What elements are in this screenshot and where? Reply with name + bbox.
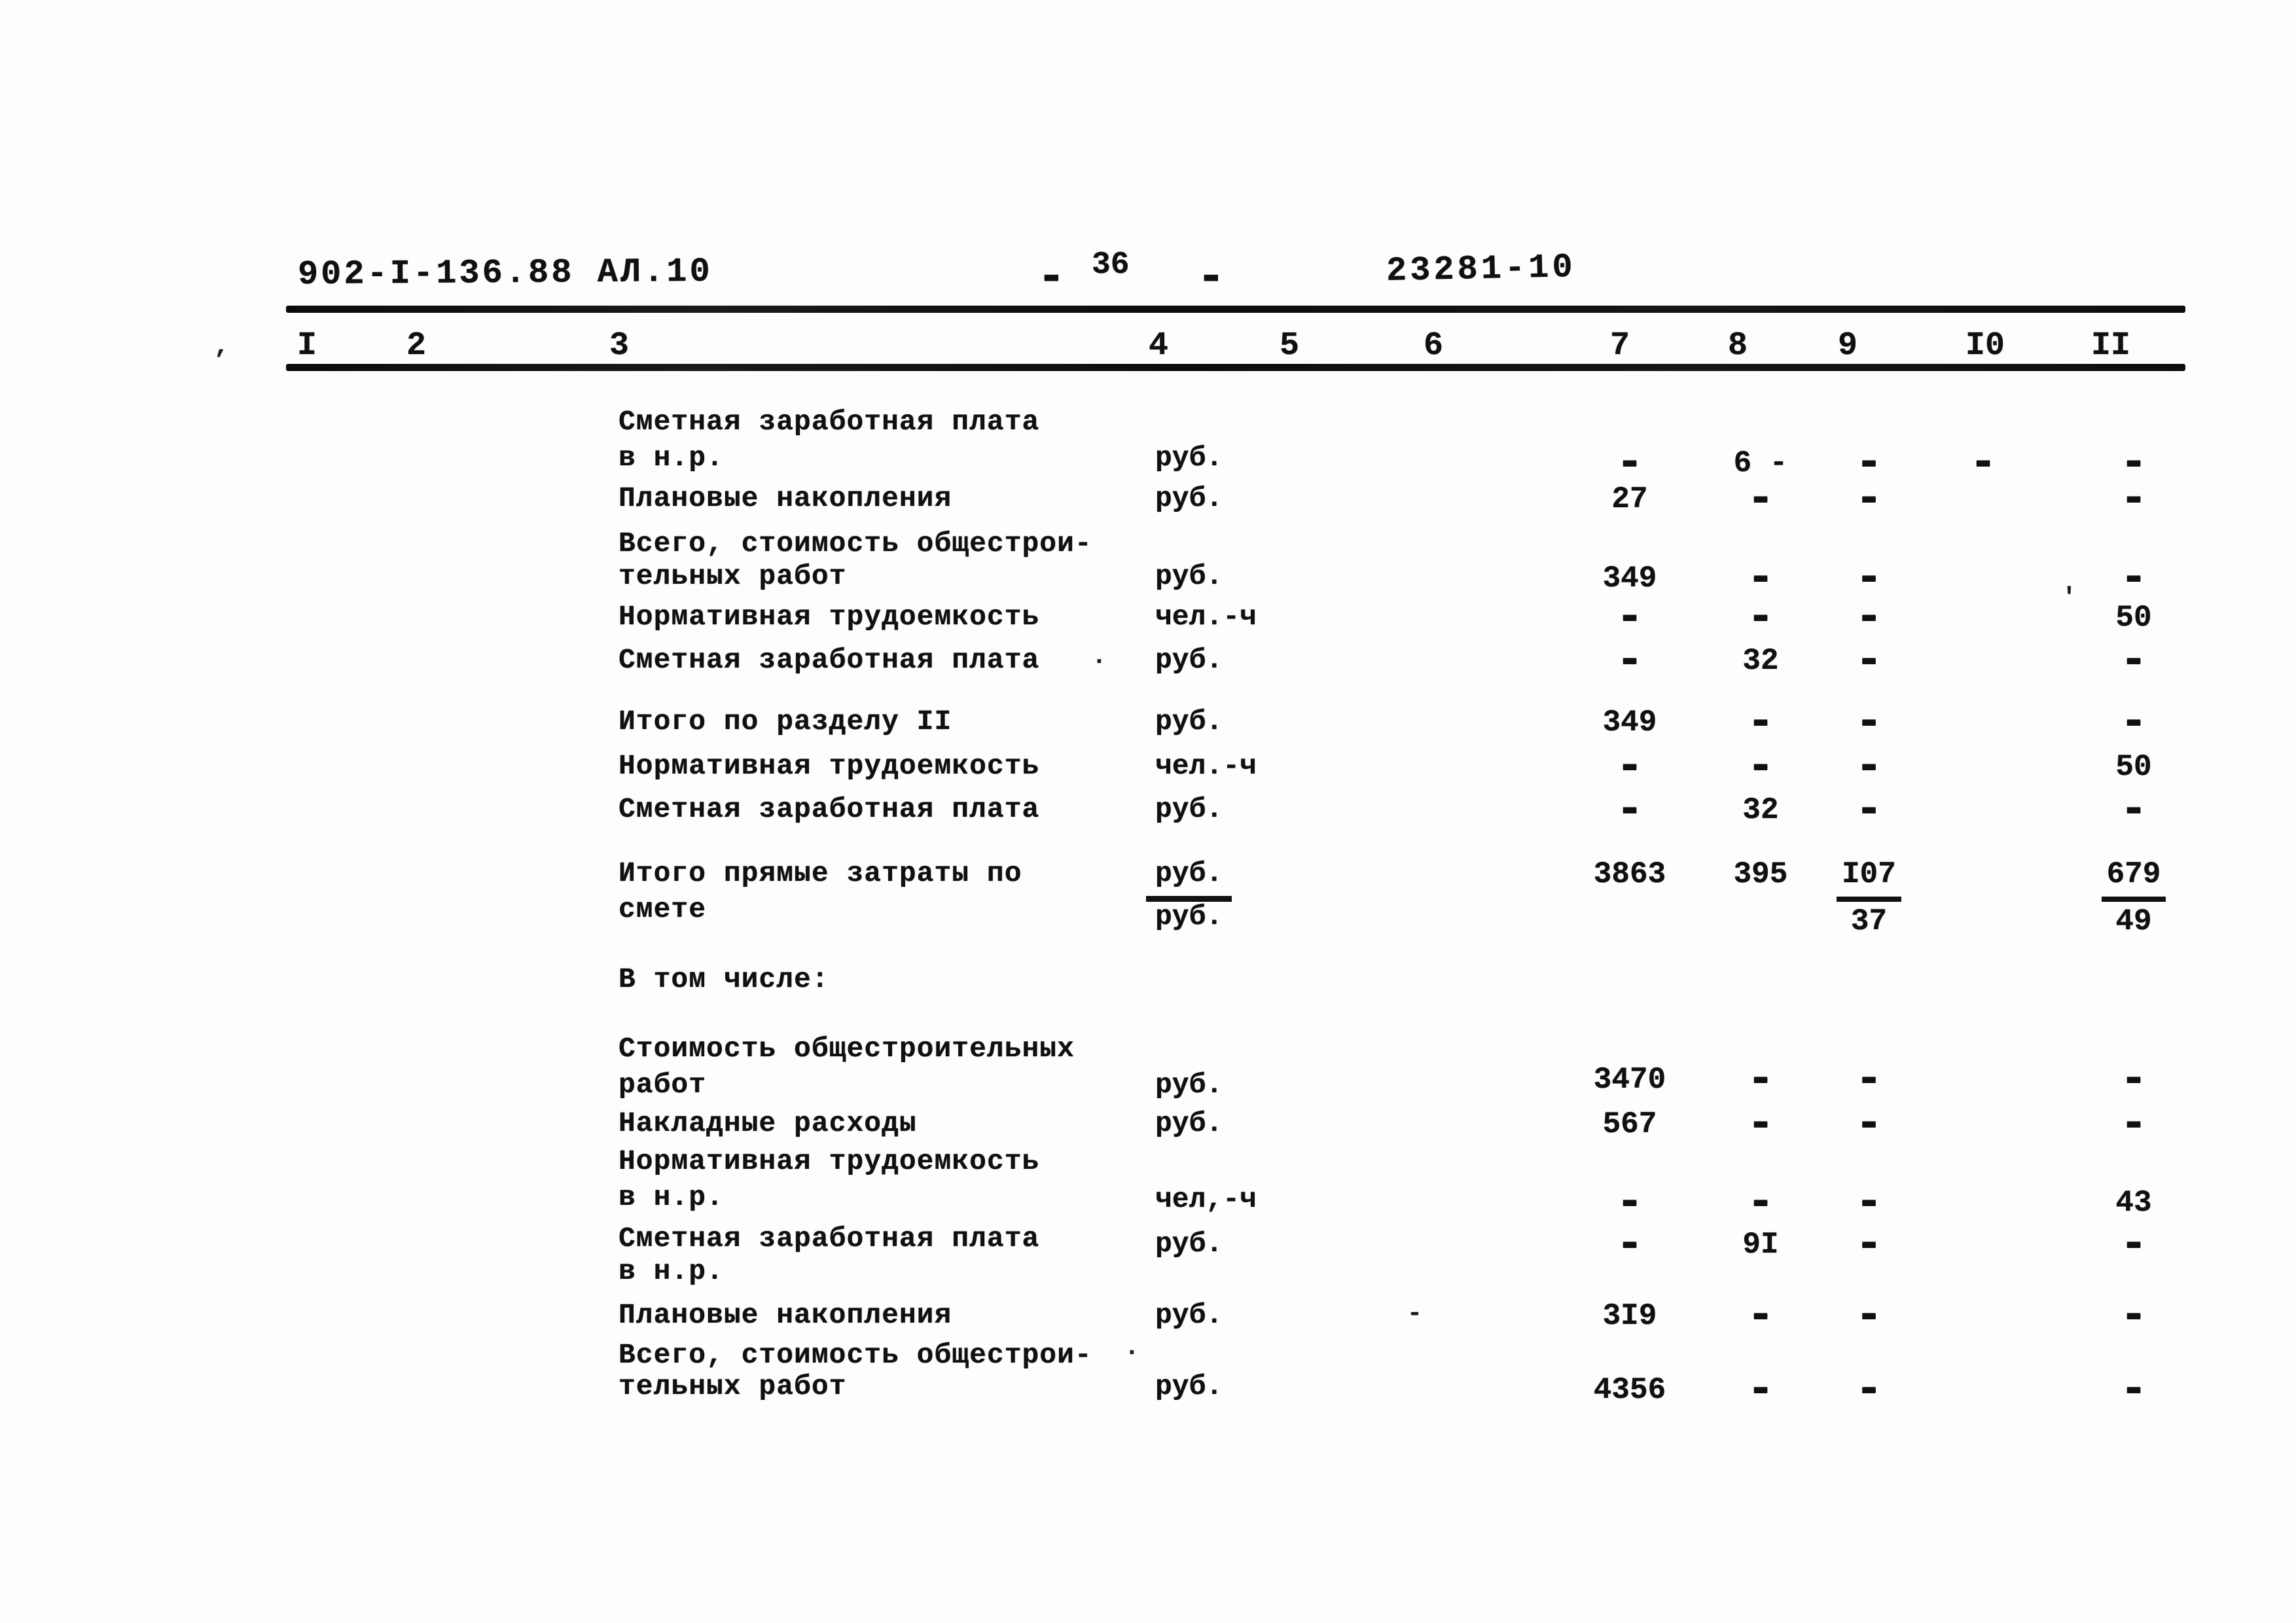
value-text: 50 [2115,601,2152,635]
value-text: – [1751,750,1770,784]
value-c10 [1928,446,2039,480]
value-c7 [1558,857,1702,891]
value-c8 [1702,1186,1820,1220]
value-text: – [1859,1186,1878,1220]
row-label-line1: Стоимость общестроительных [619,1033,1075,1065]
scan-speck: · [1124,1339,1139,1367]
row-label-line2: тельных работ [619,1370,847,1402]
unit-label: руб. [1155,793,1223,825]
value-text: – [1621,750,1639,784]
value-c9 [1812,482,1926,516]
value-text: – [1621,1228,1639,1262]
value-text: – [2125,1228,2143,1262]
unit-cell [1155,482,1223,514]
scan-speck: ‚ [213,332,228,361]
value-c7 [1558,1373,1702,1407]
value-c11 [2072,705,2196,740]
unit-cell [1155,1299,1223,1331]
value-c8 [1702,750,1820,784]
unit-label: чел,-ч [1155,1183,1257,1215]
value-text: 395 [1733,857,1788,891]
value-c11 [2072,1107,2196,1141]
value-c9 [1812,705,1926,740]
value-text: – [1621,793,1639,827]
column-header-7: 7 [1609,327,1630,365]
value-text: – [1859,1373,1878,1407]
row-label-line2: смете [619,893,707,925]
value-text: – [1859,1299,1878,1333]
value-c8 [1702,793,1820,827]
value-c8 [1702,446,1820,480]
value-text: – [1751,601,1770,635]
value-text: – [1621,601,1639,635]
scan-speck: ' [2062,584,2077,612]
value-text: 3470 [1593,1063,1666,1097]
value-c7 [1558,750,1702,784]
value-c7 [1558,705,1702,740]
unit-cell [1155,601,1257,633]
value-text: 3I9 [1602,1299,1657,1333]
value-text: 3863 [1593,857,1666,891]
value-c11 [2072,793,2196,827]
value-text: – [1859,750,1878,784]
value-c11 [2072,1063,2196,1097]
value-text: 32 [1742,793,1779,827]
value-text: – [1859,644,1878,678]
unit-cell [1155,857,1232,889]
row-label-line2: в н.р. [619,1181,724,1213]
value-c9 [1812,1186,1926,1220]
unit-cell [1155,793,1223,825]
value-text: – [1751,1063,1770,1097]
unit-label: руб. [1155,1069,1223,1101]
unit-cell [1155,1107,1223,1139]
value-text: 6 - [1733,446,1788,480]
value-c11 [2072,1186,2196,1220]
row-label-line1: Итого прямые затраты по [619,857,1022,889]
value-c8 [1702,1107,1820,1141]
value-c9 [1812,793,1926,827]
value-c9 [1812,857,1926,891]
value-text: 50 [2115,750,2152,784]
value-c7 [1558,1107,1702,1141]
value-text: – [1621,644,1639,678]
value-text: 349 [1602,562,1657,596]
value-c11 [2072,750,2196,784]
value-text: – [1859,601,1878,635]
value-text: – [1974,446,1992,480]
value-c8 [1702,644,1820,678]
value-c7 [1558,562,1702,596]
value-c7 [1558,1186,1702,1220]
value-text: – [2125,482,2143,516]
value-text: – [1859,1107,1878,1141]
row-label-line1: Нормативная трудоемкость [619,601,1040,633]
row-label-line1: Накладные расходы [619,1107,917,1139]
value-text: – [1751,705,1770,740]
row-label-line1: Всего, стоимость общестрои- [619,1339,1092,1371]
value-text: – [2125,644,2143,678]
value-c8 [1702,1228,1820,1262]
row-label-line1: Плановые накопления [619,482,952,514]
row-label-line2: в н.р. [619,1255,724,1287]
unit-label: руб. [1155,1107,1223,1139]
row-label-line2: в н.р. [619,442,724,474]
unit-label: руб. [1146,857,1232,902]
value-text: – [2125,1373,2143,1407]
value-text: – [1859,562,1878,596]
value-c7 [1558,1063,1702,1097]
column-header-2: 2 [406,327,426,365]
value-text: 679 [2102,857,2166,902]
value-c8 [1702,1063,1820,1097]
value-c9 [1812,446,1926,480]
document-stamp-number: 23281-10 [1386,247,1577,291]
column-header-11: II [2090,327,2130,365]
value-text: – [2125,562,2143,596]
column-header-1: I [296,327,317,365]
value-c11 [2072,601,2196,635]
page-number-dash-right: – [1202,260,1221,296]
value-c7 [1558,1228,1702,1262]
value-text: – [1621,446,1639,480]
unit-cell [1155,442,1223,474]
value-c11 [2072,644,2196,678]
value-c8 [1702,1299,1820,1333]
row-label-line1: Нормативная трудоемкость [619,750,1040,782]
value-text: – [2125,1299,2143,1333]
value-c11 [2072,482,2196,516]
value-c8 [1702,482,1820,516]
value-c9 [1812,644,1926,678]
value-c11 [2072,446,2196,480]
value-text: – [1751,562,1770,596]
value-text: – [1751,1186,1770,1220]
unit-label: руб. [1155,1299,1223,1331]
value-c9 [1812,562,1926,596]
unit-label: руб. [1155,1228,1223,1260]
unit-label: руб. [1155,705,1223,738]
value-text: – [1751,1107,1770,1141]
column-header-4: 4 [1148,327,1168,365]
value-c9 [1812,601,1926,635]
value-c11 [2072,1299,2196,1333]
value-c8 [1702,705,1820,740]
value-text: – [2125,446,2143,480]
column-header-3: 3 [609,327,629,365]
value-c7 [1558,601,1702,635]
row-label-line1: Сметная заработная плата [619,793,1040,825]
unit-cell [1155,560,1223,592]
document-code: 902-I-136.88 АЛ.10 [297,252,713,294]
value-text: – [1621,1186,1639,1220]
row-label-line2: тельных работ [619,560,847,592]
value-text: – [1859,793,1878,827]
row-label-line1: Сметная заработная плата [619,406,1040,438]
scan-speck: · [1092,648,1107,676]
unit-cell [1155,705,1223,738]
value-c7 [1558,644,1702,678]
value-text: I07 [1837,857,1901,902]
value-c9-line2: 37 [1850,904,1888,938]
unit-label: руб. [1155,644,1223,676]
value-text: – [1751,1373,1770,1407]
unit-label-line2: руб. [1155,901,1223,933]
value-c8 [1702,857,1820,891]
value-text: – [1859,1063,1878,1097]
unit-label: руб. [1155,442,1223,474]
value-c9 [1812,1299,1926,1333]
table-header-rule [286,364,2185,371]
value-c11 [2072,562,2196,596]
unit-cell [1155,1228,1223,1260]
value-text: 27 [1611,482,1648,516]
column-header-5: 5 [1279,327,1299,365]
value-c9 [1812,1063,1926,1097]
value-text: 43 [2115,1186,2152,1220]
row-label-line1: Сметная заработная плата [619,1222,1040,1255]
value-c11-line2: 49 [2115,904,2152,938]
value-c8 [1702,562,1820,596]
row-label-line1: Всего, стоимость общестрои- [619,527,1092,560]
value-c11 [2072,857,2196,891]
value-text: – [2125,1063,2143,1097]
value-c9 [1812,1228,1926,1262]
value-text: – [1859,446,1878,480]
value-text: – [1859,482,1878,516]
page-number-dash-left: – [1042,260,1061,296]
scan-speck: - [1407,1300,1422,1328]
value-text: 32 [1742,644,1779,678]
value-c7 [1558,793,1702,827]
column-header-10: I0 [1965,327,2005,365]
row-label-line2: работ [619,1069,707,1101]
value-text: – [2125,793,2143,827]
unit-cell [1155,1069,1223,1101]
value-c8 [1702,601,1820,635]
value-c9 [1812,750,1926,784]
value-text: – [1859,705,1878,740]
unit-label: чел.-ч [1155,601,1257,633]
value-text: 9I [1742,1228,1779,1262]
value-text: – [2125,705,2143,740]
row-label-line1: Итого по разделу II [619,705,952,738]
page-number: 36 [1092,247,1130,283]
value-text: 567 [1602,1107,1657,1141]
value-c11 [2072,1228,2196,1262]
value-c9 [1812,1373,1926,1407]
column-header-6: 6 [1423,327,1443,365]
row-label-line1: Нормативная трудоемкость [619,1145,1040,1177]
value-c9 [1812,1107,1926,1141]
value-text: – [1751,1299,1770,1333]
value-text: 4356 [1593,1373,1666,1407]
value-text: 349 [1602,705,1657,740]
row-label-line1: Плановые накопления [619,1299,952,1331]
column-header-8: 8 [1727,327,1748,365]
value-c11 [2072,1373,2196,1407]
unit-label: чел.-ч [1155,750,1257,782]
unit-cell [1155,1370,1223,1402]
unit-label: руб. [1155,560,1223,592]
unit-cell [1155,1183,1257,1215]
table-top-rule [286,306,2185,313]
value-c7 [1558,446,1702,480]
value-text: – [1751,482,1770,516]
value-c8 [1702,1373,1820,1407]
unit-label: руб. [1155,1370,1223,1402]
row-label-line1: Сметная заработная плата [619,644,1040,676]
unit-label: руб. [1155,482,1223,514]
unit-cell [1155,750,1257,782]
value-text: – [1859,1228,1878,1262]
unit-cell [1155,644,1223,676]
section-label: В том числе: [619,963,829,995]
value-c7 [1558,1299,1702,1333]
value-text: – [2125,1107,2143,1141]
value-c7 [1558,482,1702,516]
column-header-9: 9 [1837,327,1857,365]
